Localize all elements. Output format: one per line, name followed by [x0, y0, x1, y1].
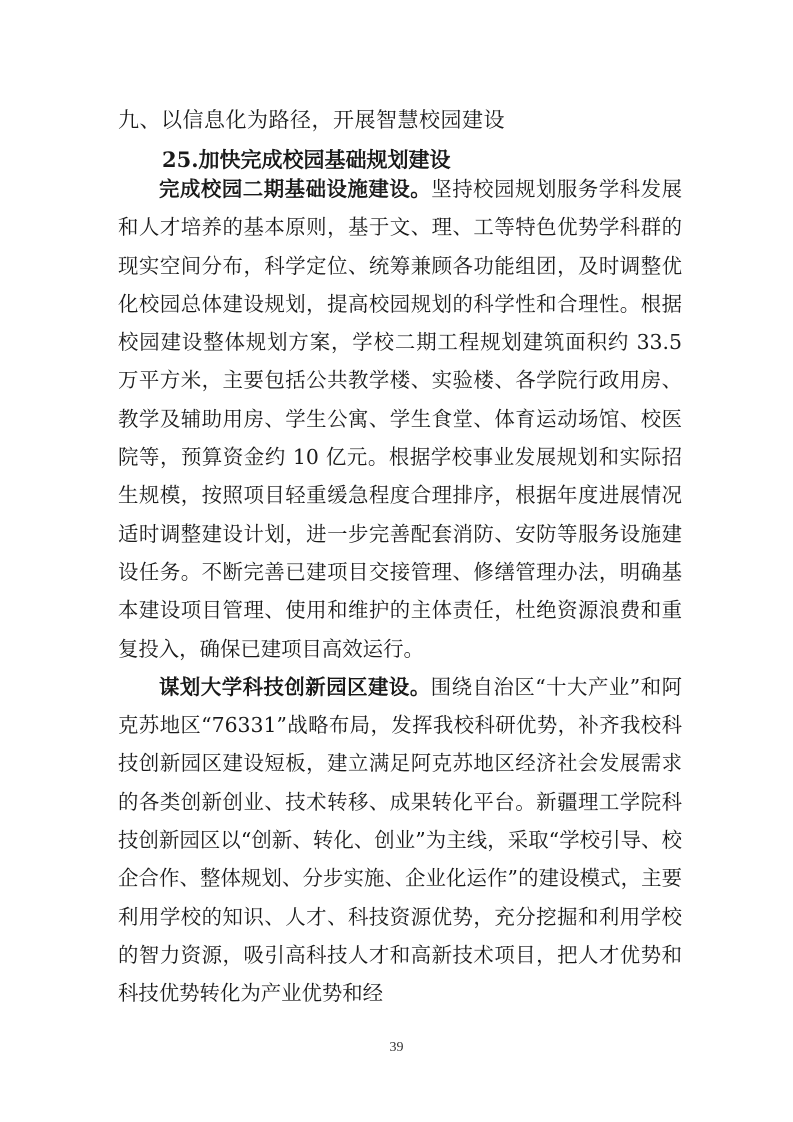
paragraph-lead: 完成校园二期基础设施建设。 [159, 177, 432, 201]
paragraph-lead: 谋划大学科技创新园区建设。 [159, 674, 431, 699]
paragraph-campus-phase-two [118, 170, 682, 668]
section-heading: 九、以信息化为路径，开展智慧校园建设 [118, 108, 505, 132]
paragraph-science-park [118, 668, 682, 1013]
paragraph-text: 坚持校园规划服务学科发展和人才培养的基本原则，基于文、理、工等特色优势学科群的现实空间分布，科学定位、统筹兼顾各功能组团，及时调整优化校园总体建设规划，提高校园规划的科学性和合理性。根据校园建设整体规划方案，学校二期工程规划建筑面积约 33.5 万平方米，主要包括公共教学楼、实验楼、各学院行政用房、教学及辅助用房、学生公寓、学生食堂、体育运动场馆、校医院等，预算资金约 10 亿元。根据学校事业发展规划和实际招生规模，按照项目轻重缓急程度合理排序，根据年度进展情况适时调整建设计划，进一步完善配套消防、安防等服务设施建设任务。不断完善已建项目交接管理、修缮管理办法，明确基本建设项目管理、使用和维护的主体责任，杜绝资源浪费和重复投入，确保已建项目高效运行。 [118, 177, 683, 661]
sub-heading: 25.加快完成校园基础规划建设 [162, 147, 451, 172]
body-text [118, 170, 682, 1013]
paragraph-text: 围绕自治区“十大产业”和阿克苏地区“76331”战略布局，发挥我校科研优势，补齐我校科技创新园区建设短板，建立满足阿克苏地区经济社会发展需求的各类创新创业、技术转移、成果转化平台。新疆理工学院科技创新园区以“创新、转化、创业”为主线，采取“学校引导、校企合作、整体规划、分步实施、企业化运作”的建设模式，主要利用学校的知识、人才、科技资源优势，充分挖掘和利用学校的智力资源，吸引高科技人才和高新技术项目，把人才优势和科技优势转化为产业优势和经 [118, 674, 682, 1006]
page-number: 39 [389, 1040, 404, 1055]
